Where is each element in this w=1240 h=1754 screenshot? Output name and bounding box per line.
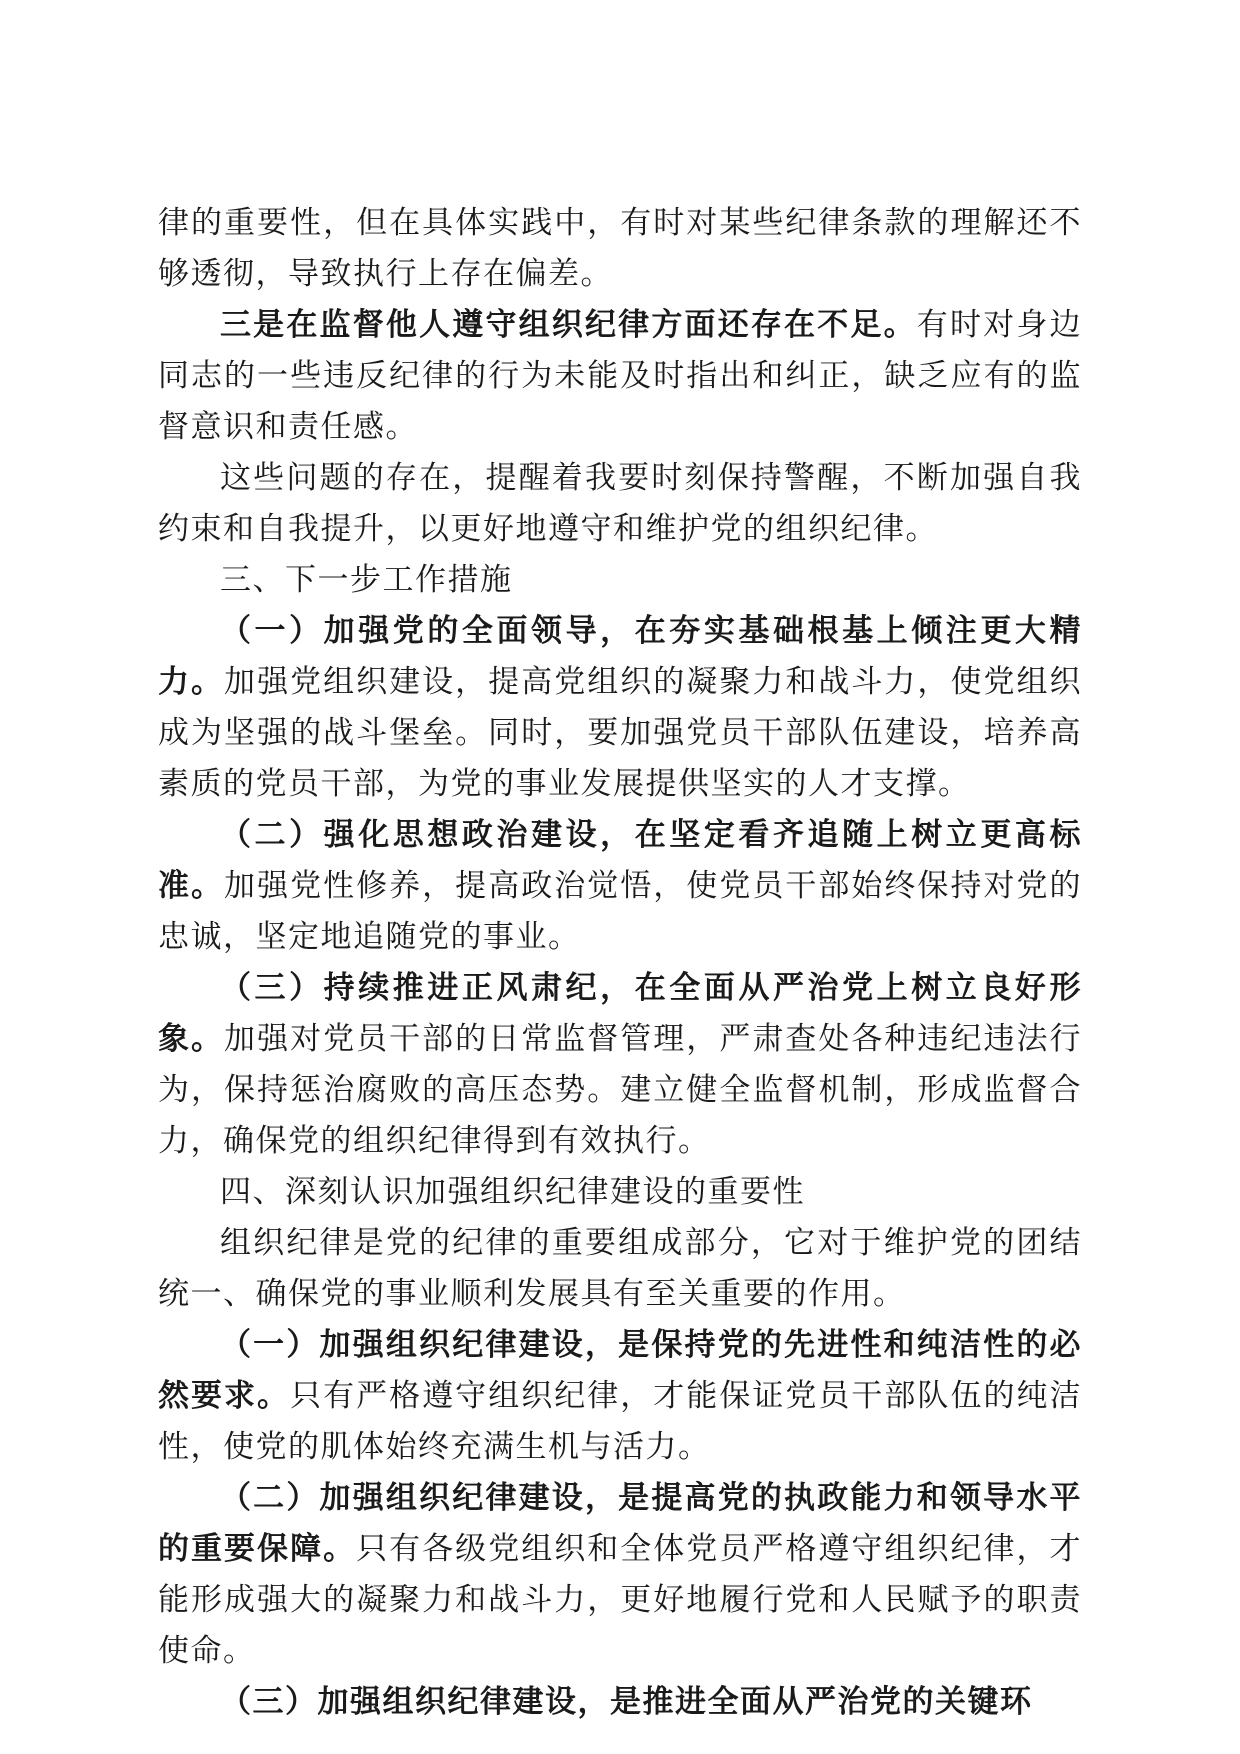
paragraph-importance-2	[158, 1473, 1082, 1677]
paragraph-measure-1	[158, 606, 1082, 810]
paragraph-lead-bold: （三）加强组织纪律建设，是推进全面从严治党的关键环	[220, 1684, 1033, 1720]
paragraph-lead-bold: 三是在监督他人遵守组织纪律方面还存在不足。	[220, 307, 917, 343]
paragraph-text: 组织纪律是党的纪律的重要组成部分，它对于维护党的团结统一、确保党的事业顺利发展具有至关重要的作用。	[158, 1225, 1082, 1312]
paragraph-text: 加强对党员干部的日常监督管理，严肃查处各种违纪违法行为，保持惩治腐败的高压态势。建立健全监督机制，形成监督合力，确保党的组织纪律得到有效执行。	[158, 1021, 1083, 1159]
paragraph-lead-bold: （二）强化思想政治建设，在坚定看齐追随上树立更高标准。	[158, 817, 1082, 904]
paragraph-importance-intro	[158, 1218, 1082, 1320]
paragraph-lead-bold: （二）加强组织纪律建设，是提高党的执政能力和领导水平的重要保障。	[158, 1480, 1082, 1567]
paragraph-importance-3	[158, 1677, 1082, 1728]
section-heading-importance: 四、深刻认识加强组织纪律建设的重要性	[220, 1174, 805, 1210]
paragraph-text: 加强党组织建设，提高党组织的凝聚力和战斗力，使党组织成为坚强的战斗堡垒。同时，要加强党员干部队伍建设，培养高素质的党员干部，为党的事业发展提供坚实的人才支撑。	[158, 664, 1083, 802]
paragraph-reflection	[158, 453, 1082, 555]
paragraph-text: 这些问题的存在，提醒着我要时刻保持警醒，不断加强自我约束和自我提升，以更好地遵守和维护党的组织纪律。	[158, 460, 1082, 547]
paragraph-text: 只有严格遵守组织纪律，才能保证党员干部队伍的纯洁性，使党的肌体始终充满生机与活力。	[158, 1378, 1083, 1465]
paragraph-continued	[158, 198, 1082, 300]
paragraph-text: 只有各级党组织和全体党员严格遵守组织纪律，才能形成强大的凝聚力和战斗力，更好地履行党和人民赋予的职责使命。	[158, 1531, 1083, 1669]
paragraph-text: 有时对身边同志的一些违反纪律的行为未能及时指出和纠正，缺乏应有的监督意识和责任感。	[158, 307, 1083, 445]
paragraph-text: 律的重要性，但在具体实践中，有时对某些纪律条款的理解还不够透彻，导致执行上存在偏差。	[158, 205, 1082, 292]
paragraph-importance-1	[158, 1320, 1082, 1473]
document-page	[158, 198, 1082, 1728]
paragraph-supervision-shortfall	[158, 300, 1082, 453]
paragraph-lead-bold: （三）持续推进正风肃纪，在全面从严治党上树立良好形象。	[158, 970, 1082, 1057]
paragraph-measure-2	[158, 810, 1082, 963]
paragraph-lead-bold: （一）加强组织纪律建设，是保持党的先进性和纯洁性的必然要求。	[158, 1327, 1082, 1414]
section-heading-next-steps: 三、下一步工作措施	[220, 562, 513, 598]
paragraph-measure-3	[158, 963, 1082, 1167]
paragraph-lead-bold: （一）加强党的全面领导，在夯实基础根基上倾注更大精力。	[158, 613, 1082, 700]
paragraph-text: 加强党性修养，提高政治觉悟，使党员干部始终保持对党的忠诚，坚定地追随党的事业。	[158, 868, 1083, 955]
